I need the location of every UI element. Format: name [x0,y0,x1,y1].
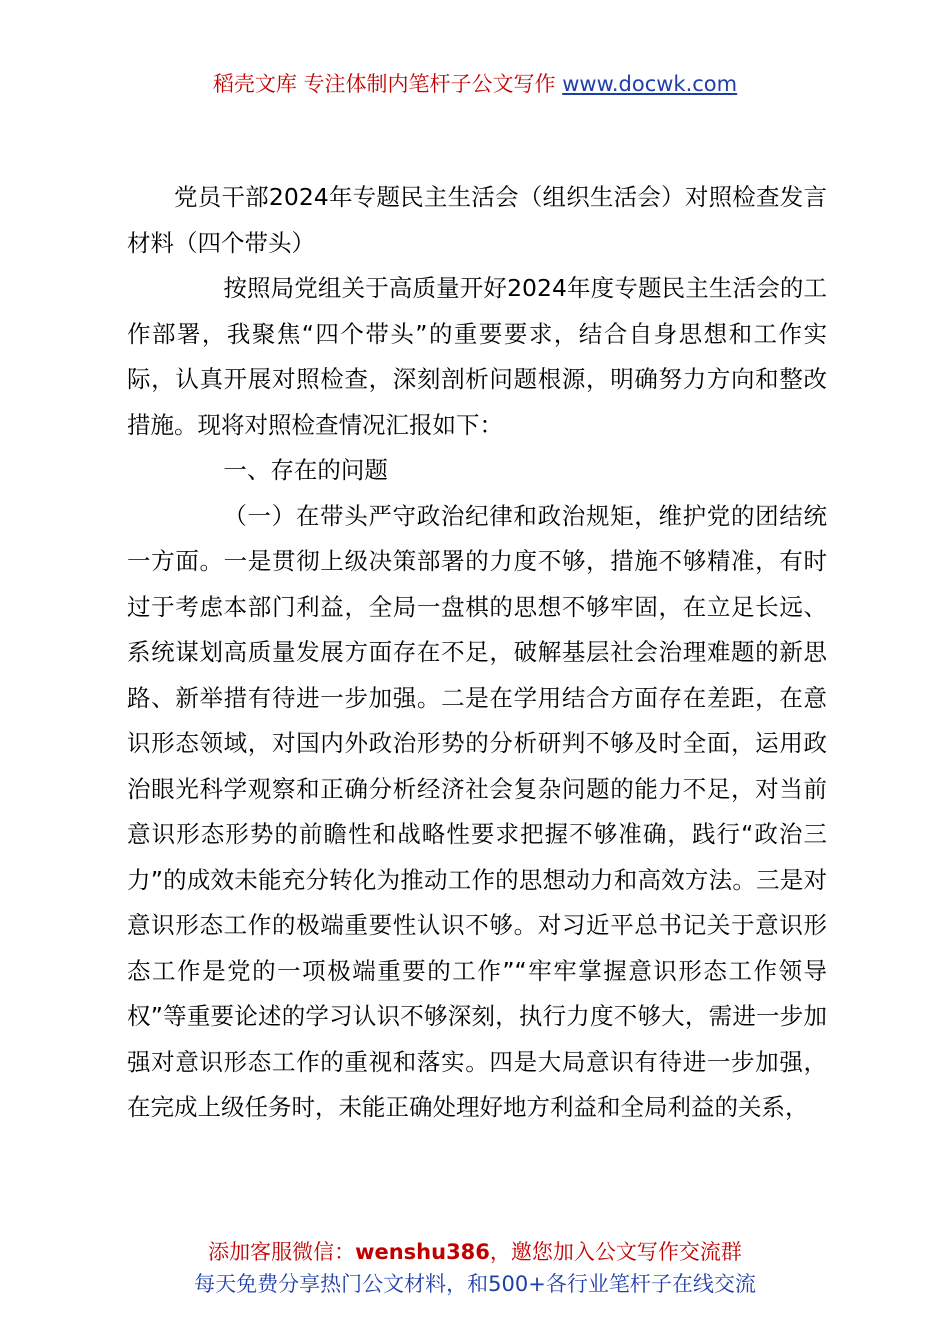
section-paragraph: （一）在带头严守政治纪律和政治规矩，维护党的团结统一方面。一是贯彻上级决策部署的力度不够，措施不够精准，有时过于考虑本部门利益，全局一盘棋的思想不够牢固，在立足长远、系统谋划高质量发展方面存在不足，破解基层社会治理难题的新思路、新举措有待进一步加强。二是在学用结合方面存在差距，在意识形态领域，对国内外政治形势的分析研判不够及时全面，运用政治眼光科学观察和正确分析经济社会复杂问题的能力不足，对当前意识形态形势的前瞻性和战略性要求把握不够准确，践行“政治三力”的成效未能充分转化为推动工作的思想动力和高效方法。三是对意识形态工作的极端重要性认识不够。对习近平总书记关于意识形态工作是党的一项极端重要的工作”“牢牢掌握意识形态工作领导权”等重要论述的学习认识不够深刻，执行力度不够大，需进一步加强对意识形态工作的重视和落实。四是大局意识有待进一步加强，在完成上级任务时，未能正确处理好地方利益和全局利益的关系， [127,501,827,1121]
document-title: 党员干部2024年专题民主生活会（组织生活会）对照检查发言材料（四个带头） [127,183,827,257]
brand-slogan: 稻壳文库 专注体制内笔杆子公文写作 [212,72,556,96]
page-header [0,68,950,100]
page-footer [0,1236,950,1300]
wechat-id: wenshu386 [355,1240,490,1264]
section-heading: 一、存在的问题 [223,456,388,484]
website-link[interactable]: www.docwk.com [562,72,738,96]
intro-paragraph: 按照局党组关于高质量开好2024年度专题民主生活会的工作部署，我聚焦“四个带头”的重要要求，结合自身思想和工作实际，认真开展对照检查，深刻剖析问题根源，明确努力方向和整改措施。现将对照检查情况汇报如下： [127,274,827,439]
footer-contact-prefix: 添加客服微信： [208,1240,356,1264]
footer-contact-suffix: ，邀您加入公文写作交流群 [489,1240,742,1264]
footer-promo-line: 每天免费分享热门公文材料，和500+各行业笔杆子在线交流 [194,1272,756,1296]
document-body [127,175,827,1131]
footer-contact-line [0,1236,950,1268]
